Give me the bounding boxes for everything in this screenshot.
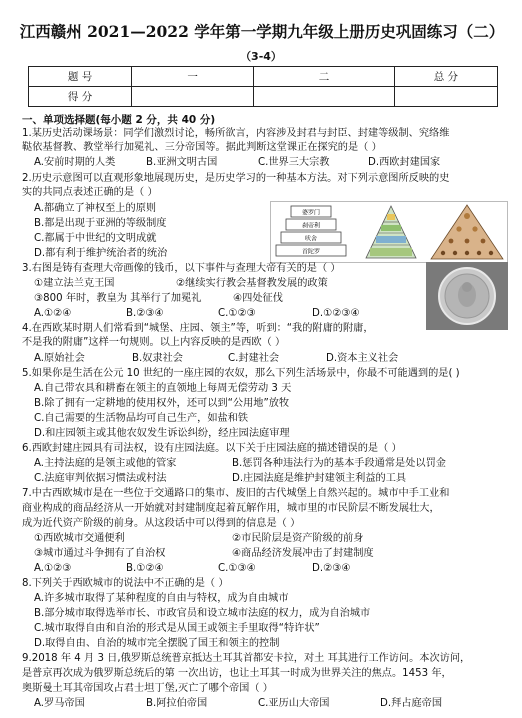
question-text: 7.中古西欧城市是在一些位于交通路口的集市、废旧的古代城堡上自然兴起的。城市中手工业和 (22, 488, 450, 499)
question-text: 5.如果你是生活在公元 10 世纪的一座庄园的农奴，那么下列生活场景中，你最不可能遇到的是( ) (22, 368, 460, 379)
statement-item: ④商品经济发展冲击了封建制度 (232, 548, 374, 559)
option-d[interactable]: D.拜占庭帝国 (380, 698, 443, 709)
score-table (28, 66, 498, 107)
option-d[interactable]: D.②③④ (312, 563, 351, 574)
score-blank-cell[interactable] (394, 87, 497, 107)
option-b[interactable]: B.阿拉伯帝国 (146, 698, 208, 709)
question-text: 4.在西欧某时期人们常看到“城堡、庄园、领主”等，听到：“我的附庸的附庸， (22, 323, 374, 334)
option-a[interactable]: A.许多城市取得了某种程度的自由与特权，成为自由城市 (34, 593, 289, 604)
statement-item: ③城市通过斗争拥有了自治权 (34, 548, 166, 559)
question-text: 2.历史示意图可以直观形象地展现历史，是历史学习的一种基本方法。对下列示意图所反映的史 (22, 173, 450, 184)
score-header-cell: 总 分 (394, 67, 497, 87)
question-text: 成为近代资产阶级的前身。从这段话中可以得到的信息是（ ） (22, 518, 301, 529)
question-text: 8.下列关于西欧城市的说法中不正确的是（ ） (22, 578, 229, 589)
pyramid-diagram (366, 206, 416, 258)
option-a[interactable]: A.都确立了神权至上的原则 (34, 203, 157, 214)
option-d[interactable]: D.取得自由、自治的城市完全摆脱了国王和领主的控制 (34, 638, 280, 649)
page-subtitle: （3-4） (240, 50, 282, 63)
option-d[interactable]: D.资本主义社会 (326, 353, 399, 364)
option-d[interactable]: D.都有利于维护统治者的统治 (34, 248, 168, 259)
question-text: 1.某历史活动课场景：同学们激烈讨论，畅所欲言，内容涉及封君与封臣、封建等级制、究络维 (22, 128, 450, 139)
caste-label: 吠舍 (304, 235, 318, 243)
option-a[interactable]: A.①②④ (34, 308, 72, 319)
score-label-cell: 得 分 (29, 87, 132, 107)
statement-item: ②市民阶层是资产阶级的前身 (232, 533, 364, 544)
statement-item: ③800 年时，教皇为 其举行了加冕礼 (34, 293, 202, 304)
option-c[interactable]: C.法庭审判依据习惯法或村法 (34, 473, 167, 484)
option-d[interactable]: D.和庄园领主或其他农奴发生诉讼纠纷，经庄园法庭审理 (34, 428, 290, 439)
caste-label: 首陀罗 (301, 248, 321, 256)
option-a[interactable]: A.①②③ (34, 563, 72, 574)
question-text: 是普京再次成为俄罗斯总统后的第 一次出访，也让土耳其一时成为世界关注的焦点。1453 年， (22, 668, 452, 679)
question-text: 商业构成的商品经济从一开始就对封建制度起着瓦解作用，城市里的市民阶层不断发展壮大， (22, 503, 440, 514)
caste-diagram (271, 202, 507, 262)
option-b[interactable]: B.亚洲文明古国 (146, 157, 218, 168)
caste-label: 刹帝利 (301, 222, 321, 230)
option-b[interactable]: B.除了拥有一定耕地的使用权外，还可以到“公用地”放牧 (34, 398, 290, 409)
score-table-row (29, 87, 498, 107)
option-a[interactable]: A.原始社会 (34, 353, 85, 364)
feudal-hierarchy-diagram (431, 205, 503, 259)
option-c[interactable]: C.封建社会 (228, 353, 280, 364)
option-c[interactable]: C.城市取得自由和自治的形式是从国王或领主手里取得“特许状” (34, 623, 320, 634)
question-text: 奥斯曼土耳其帝国攻占君士坦丁堡,灭亡了哪个帝国（ ） (22, 683, 273, 694)
option-c[interactable]: C.①②③ (218, 308, 256, 319)
score-header-cell: 二 (254, 67, 395, 87)
option-a[interactable]: A.自己带农具和耕畜在领主的直领地上每周无偿劳动 3 天 (34, 383, 292, 394)
question-text: 9.2018 年 4 月 3 日,俄罗斯总统普京抵达土耳其首都安卡拉，对土 耳其进行工作访问。本次访问， (22, 653, 471, 664)
option-c[interactable]: C.亚历山大帝国 (258, 698, 330, 709)
score-blank-cell[interactable] (132, 87, 254, 107)
option-c[interactable]: C.自己需要的生活物品均可自己生产，如盐和铁 (34, 413, 249, 424)
option-b[interactable]: B.①②④ (126, 563, 164, 574)
option-a[interactable]: A.安前时期的人类 (34, 157, 116, 168)
option-d[interactable]: D.①②③④ (312, 308, 360, 319)
option-b[interactable]: B.惩罚各种违法行为的基本手段通常是处以罚金 (232, 458, 446, 469)
statement-item: ①西欧城市交通便利 (34, 533, 125, 544)
question-text: 6.西欧封建庄园具有司法权，设有庄园法庭。以下关于庄园法庭的描述错误的是（ ） (22, 443, 402, 454)
question-text: 3.右图是铸有查理大帝画像的钱币，以下事件与查理大帝有关的是（ ） (22, 263, 341, 274)
option-b[interactable]: B.②③④ (126, 308, 164, 319)
score-table-row (29, 67, 498, 87)
score-blank-cell[interactable] (254, 87, 395, 107)
statement-item: ②继续实行教会基督教发展的政策 (176, 278, 328, 289)
option-b[interactable]: B.奴隶社会 (132, 353, 183, 364)
option-c[interactable]: C.①③④ (218, 563, 256, 574)
question-text: 鞑依基督教、教堂举行加冕礼、三分帝国等。据此判断这堂课正在探究的是（ ） (22, 142, 382, 153)
statement-item: ④四处征伐 (233, 293, 283, 304)
caste-label: 婆罗门 (301, 209, 321, 217)
option-b[interactable]: B.都是出现于亚洲的等级制度 (34, 218, 167, 229)
option-a[interactable]: A.主持法庭的是领主或他的管家 (34, 458, 177, 469)
option-c[interactable]: C.世界三大宗教 (258, 157, 330, 168)
option-d[interactable]: D.西欧封建国家 (368, 157, 441, 168)
score-header-cell: 题 号 (29, 67, 132, 87)
hierarchy-diagrams (270, 201, 508, 263)
score-header-cell: 一 (132, 67, 254, 87)
page-title: 江西赣州 2021—2022 学年第一学期九年级上册历史巩固练习（二） (19, 22, 505, 41)
section-heading: 一、单项选择题(每小题 2 分，共 40 分) (22, 114, 216, 126)
coin-photo (426, 262, 508, 330)
coin-image (426, 262, 508, 330)
option-b[interactable]: B.部分城市取得选举市长、市政官员和设立城市法庭的权力，成为自治城市 (34, 608, 371, 619)
question-text: 不是我的附庸”这样一句规则。以上内容反映的是西欧（ ） (22, 337, 286, 348)
option-c[interactable]: C.都属于中世纪的文明成就 (34, 233, 157, 244)
statement-item: ①建立法兰克王国 (34, 278, 115, 289)
option-a[interactable]: A.罗马帝国 (34, 698, 85, 709)
option-d[interactable]: D.庄园法庭是维护封建领主利益的工具 (232, 473, 407, 484)
question-text: 实的共同点表述正确的是（ ） (22, 187, 158, 198)
